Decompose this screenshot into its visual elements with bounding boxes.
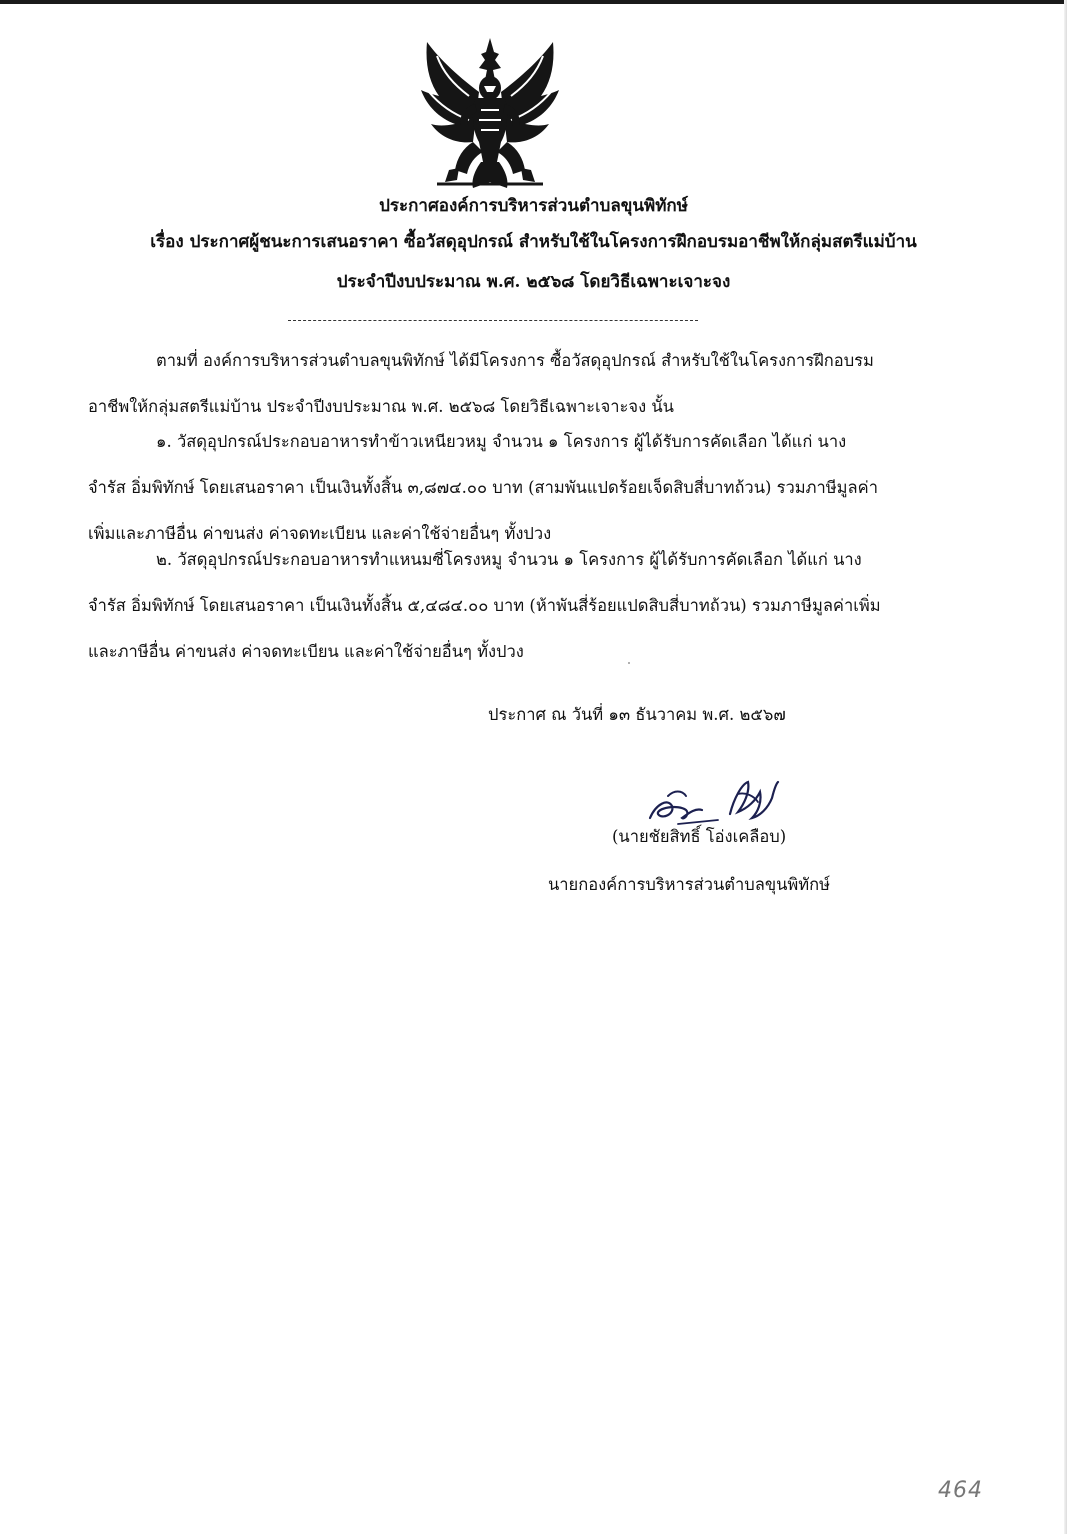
item-1-line-2: จำรัส อิ่มพิทักษ์ โดยเสนอราคา เป็นเงินทั้งสิ้น ๓,๘๗๔.๐๐ บาท (สามพันแปดร้อยเจ็ดสิบสี่บาทถ้วน) รวมภาษีมูลค่า xyxy=(88,478,878,497)
scan-speck xyxy=(628,662,630,664)
signer-title: นายกองค์การบริหารส่วนตำบลขุนพิทักษ์ xyxy=(548,875,831,894)
subject-line: เรื่อง ประกาศผู้ชนะการเสนอราคา ซื้อวัสดุอุปกรณ์ สำหรับใช้ในโครงการฝึกอบรมอาชีพให้กลุ่มสตรีแม่บ้าน xyxy=(150,232,917,252)
signer-name: (นายชัยสิทธิ์ โอ่งเคลือบ) xyxy=(612,827,787,846)
item-2-line-1: ๒. วัสดุอุปกรณ์ประกอบอาหารทำแหนมซี่โครงหมู จำนวน ๑ โครงการ ผู้ได้รับการคัดเลือก ได้แก่ นาง xyxy=(156,550,862,569)
item-1-line-1: ๑. วัสดุอุปกรณ์ประกอบอาหารทำข้าวเหนียวหมู จำนวน ๑ โครงการ ผู้ได้รับการคัดเลือก ได้แก่ นาง xyxy=(156,432,847,451)
subject-line-continued: ประจำปีงบประมาณ พ.ศ. ๒๕๖๘ โดยวิธีเฉพาะเจาะจง xyxy=(336,272,731,292)
item-2-paragraph xyxy=(88,537,910,675)
item-2-line-2: จำรัส อิ่มพิทักษ์ โดยเสนอราคา เป็นเงินทั้งสิ้น ๕,๔๘๔.๐๐ บาท (ห้าพันสี่ร้อยแปดสิบสี่บาทถ้วน) รวมภาษีมูลค่าเพิ่ม xyxy=(88,596,881,615)
paragraph-line xyxy=(88,419,910,465)
handwritten-page-number: 464 xyxy=(938,1478,983,1503)
intro-line-1: ตามที่ องค์การบริหารส่วนตำบลขุนพิทักษ์ ได้มีโครงการ ซื้อวัสดุอุปกรณ์ สำหรับใช้ในโครงการฝึกอบรม xyxy=(156,351,874,370)
paragraph-line xyxy=(88,537,910,583)
announcement-date: ประกาศ ณ วันที่ ๑๓ ธันวาคม พ.ศ. ๒๕๖๗ xyxy=(488,705,786,724)
intro-paragraph xyxy=(88,338,910,430)
header-divider xyxy=(288,320,698,321)
paragraph-line xyxy=(88,338,910,384)
scan-top-border xyxy=(0,0,1067,4)
document-title: ประกาศองค์การบริหารส่วนตำบลขุนพิทักษ์ xyxy=(379,196,688,216)
item-1-line-3: เพิ่มและภาษีอื่น ค่าขนส่ง ค่าจดทะเบียน และค่าใช้จ่ายอื่นๆ ทั้งปวง xyxy=(88,524,552,543)
item-2-line-3: และภาษีอื่น ค่าขนส่ง ค่าจดทะเบียน และค่าใช้จ่ายอื่นๆ ทั้งปวง xyxy=(88,642,524,661)
intro-line-2: อาชีพให้กลุ่มสตรีแม่บ้าน ประจำปีงบประมาณ พ.ศ. ๒๕๖๘ โดยวิธีเฉพาะเจาะจง นั้น xyxy=(88,397,674,416)
garuda-emblem-icon xyxy=(415,34,565,192)
